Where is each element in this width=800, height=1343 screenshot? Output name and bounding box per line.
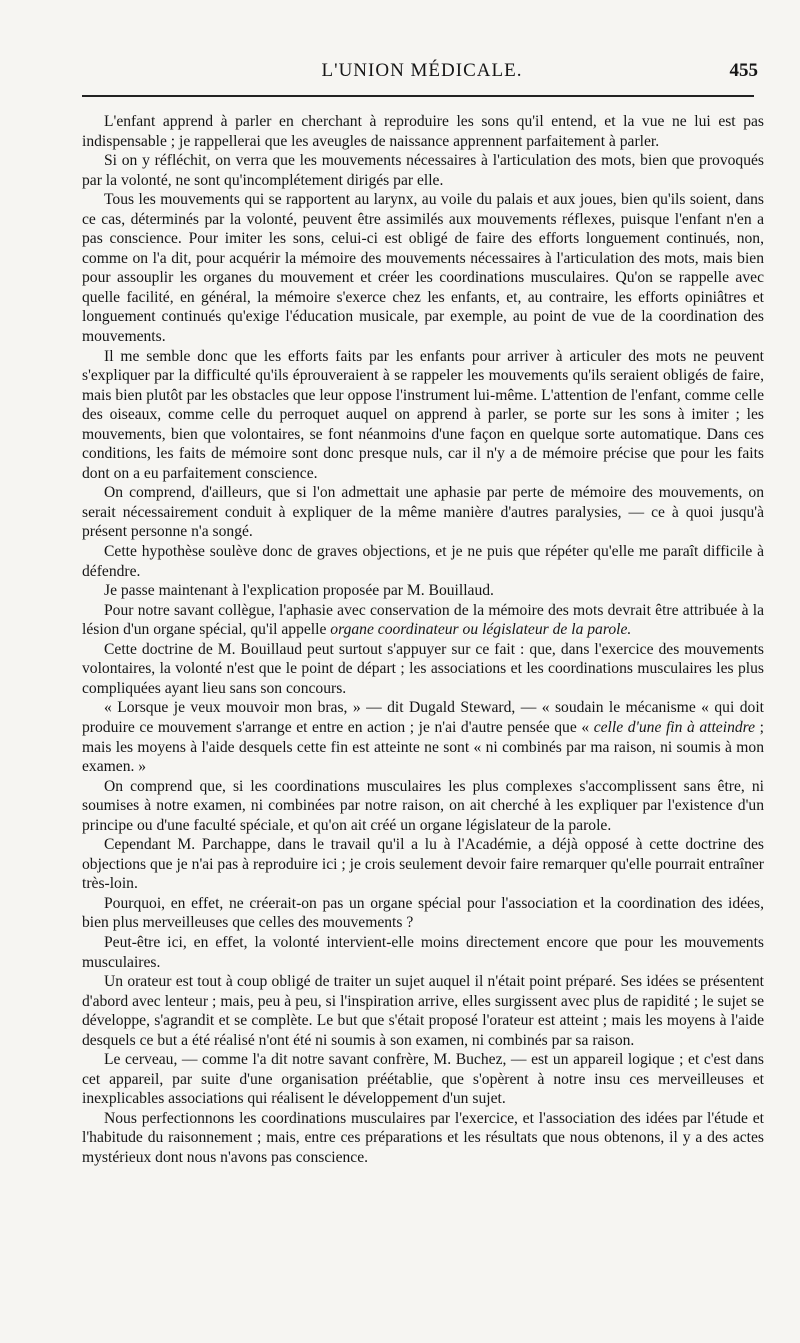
paragraph-text: Cette doctrine de M. Bouillaud peut surtout s'appuyer sur ce fait : que, dans l'exercice des mouvements volontaires, la volonté n'est que le point de départ ; les associations et les coordinations musculaires les plus compliquées ayant lieu sans son concours. [82,640,764,697]
paragraph-text: Pourquoi, en effet, ne créerait-on pas un organe spécial pour l'association et la coordination des idées, bien plus merveilleuses que celles des mouvements ? [82,894,764,932]
italic-text: celle d'une fin à atteindre [593,718,756,736]
paragraph-p6 [82,542,764,581]
paragraph-p2 [82,151,764,190]
paragraph-text: « Lorsque je veux mouvoir mon bras, » — dit Dugald Steward, — « soudain le mécanisme « qui doit produire ce mouvement s'arrange et entre en action ; je n'ai d'autre pensée que « [82,699,764,736]
paragraph-p7 [82,581,764,601]
header-rule [82,95,754,97]
paragraph-p8 [82,601,764,640]
paragraph-text: On comprend, d'ailleurs, que si l'on admettait une aphasie par perte de mémoire des mouvements, on serait nécessairement conduit à expliquer de la même manière d'autres paralysies, — ce à quoi jusqu'à présent personne n'a songé. [82,484,764,541]
paragraph-p9 [82,640,764,699]
running-title: L'UNION MÉDICALE. [321,60,523,81]
body-text [82,112,764,1168]
paragraph-p10 [82,698,764,776]
paragraph-text: Je passe maintenant à l'explication proposée par M. Bouillaud. [104,582,494,600]
paragraph-text: Nous perfectionnons les coordinations musculaires par l'exercice, et l'association des idées par l'étude et l'habitude du raisonnement ; mais, entre ces préparations et les résultats que nous obtenons, il y a des actes mystérieux dont nous n'avons pas conscience. [82,1109,764,1166]
page-header [82,58,762,90]
paragraph-p13 [82,894,764,933]
paragraph-text: Un orateur est tout à coup obligé de traiter un sujet auquel il n'était point préparé. Ses idées se présentent d'abord avec lenteur ; mais, peu à peu, si l'inspiration arrive, elles surgissent avec plus de rapidité ; le sujet se développe, s'agrandit et se complète. Le but que s'était proposé l'orateur est atteint ; mais les moyens à l'aide desquels ce but a été réalisé n'ont été ni soumis à son examen, ni combinés par sa raison. [82,973,764,1049]
paragraph-p4 [82,347,764,484]
italic-text: organe coordinateur ou législateur de la parole. [330,621,632,639]
paragraph-text: Tous les mouvements qui se rapportent au larynx, au voile du palais et aux joues, bien qu'ils soient, dans ce cas, déterminés par la volonté, peuvent être assimilés aux mouvements réflexes, puisque l'enfant n'en a pas conscience. Pour imiter les sons, celui-ci est obligé de faire des efforts longuement continués, non, comme on l'a dit, pour acquérir la mémoire des mouvements nécessaires à l'articulation des mots, mais bien pour assouplir les organes du mouvement et créer les coordinations musculaires. Qu'on se rappelle avec quelle facilité, en général, la mémoire s'exerce chez les enfants, et, au contraire, les efforts opiniâtres et longuement continués qu'exige l'éducation musicale, par exemple, au point de vue de la coordination des mouvements. [82,191,764,346]
paragraph-p14 [82,933,764,972]
paragraph-text: Pour notre savant collègue, l'aphasie avec conservation de la mémoire des mots devrait être attribuée à la lésion d'un organe spécial, qu'il appelle [82,601,764,639]
paragraph-text: ; mais les moyens à l'aide desquels cette fin est atteinte ne sont « ni combinés par ma raison, ni soumis à mon examen. » [82,718,764,776]
paragraph-text: On comprend que, si les coordinations musculaires les plus complexes s'accomplissent sans être, ni soumises à notre examen, ni combinées par notre raison, on ait cherché à les expliquer par l'existence d'un principe ou d'une faculté spéciale, et qu'on ait créé un organe législateur de la parole. [82,777,764,834]
paragraph-text: Peut-être ici, en effet, la volonté intervient-elle moins directement encore que pour les mouvements musculaires. [82,933,764,971]
paragraph-p3 [82,190,764,346]
paragraph-p1 [82,112,764,151]
paragraph-p15 [82,972,764,1050]
paragraph-text: Il me semble donc que les efforts faits par les enfants pour arriver à articuler des mots ne peuvent s'expliquer par la difficulté qu'ils éprouveraient à se rappeler les mouvements qu'ils seraient obligés de faire, mais bien plutôt par les obstacles que leur oppose l'instrument lui-même. L'attention de l'enfant, comme celle des oiseaux, comme celle du perroquet auquel on apprend à parler, se porte sur les sons à imiter ; les mouvements, bien que volontaires, se font néanmoins d'une façon en quelque sorte automatique. Dans ces conditions, les faits de mémoire sont donc presque nuls, car il n'y a de mémoire précise que pour les faits dont on a eu parfaitement conscience. [82,347,764,482]
paragraph-text: Cette hypothèse soulève donc de graves objections, et je ne puis que répéter qu'elle me paraît difficile à défendre. [82,543,764,580]
paragraph-p5 [82,483,764,542]
paragraph-text: Cependant M. Parchappe, dans le travail qu'il a lu à l'Académie, a déjà opposé à cette doctrine des objections que je n'ai pas à reproduire ici ; je crois seulement devoir faire remarquer qu'elle pourrait entraîner très-loin. [82,836,764,893]
paragraph-p11 [82,777,764,836]
paragraph-p12 [82,835,764,894]
paragraph-text: Le cerveau, — comme l'a dit notre savant confrère, M. Buchez, — est un appareil logique ; et c'est dans cet appareil, par suite d'une organisation préétablie, que s'opèrent à notre insu ces merveilleuses et inexplicables associations qui réalisent le développement d'un sujet. [82,1051,764,1108]
paragraph-text: Si on y réfléchit, on verra que les mouvements nécessaires à l'articulation des mots, bien que provoqués par la volonté, ne sont qu'incomplétement dirigés par elle. [82,152,764,189]
paragraph-text: L'enfant apprend à parler en cherchant à reproduire les sons qu'il entend, et la vue ne lui est pas indispensable ; je rappellerai que les aveugles de naissance apprennent parfaitement à parler. [82,113,764,150]
paragraph-p16 [82,1050,764,1109]
paragraph-p17 [82,1109,764,1168]
page-number: 455 [729,60,758,81]
